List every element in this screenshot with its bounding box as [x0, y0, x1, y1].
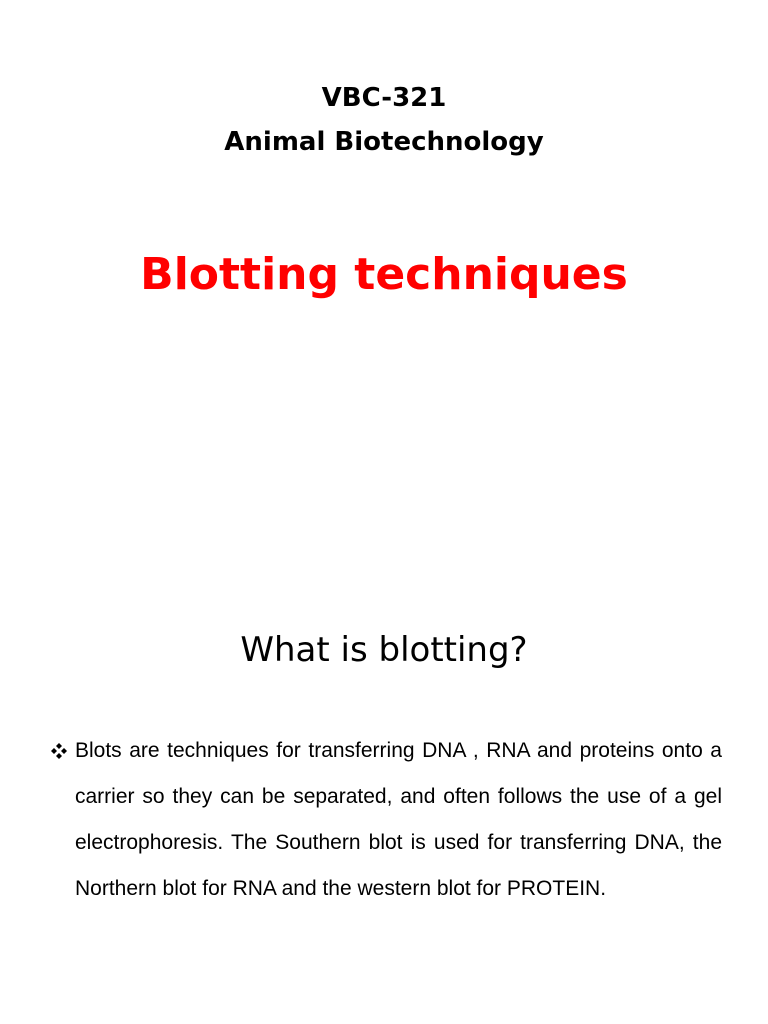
- slide-title: Blotting techniques: [140, 249, 628, 300]
- course-info: [0, 76, 768, 164]
- definition-slide: [0, 512, 768, 1024]
- course-code: VBC-321: [321, 83, 447, 113]
- course-name: Animal Biotechnology: [224, 127, 544, 157]
- section-heading: What is blotting?: [240, 630, 528, 670]
- bullet-item: [48, 728, 722, 912]
- diamond-bullet-icon: [48, 728, 70, 774]
- bullet-text: Blots are techniques for transferring DNA , RNA and proteins onto a carrier so they can be separated, and often follows the use of a gel electrophoresis. The Southern blot is used for transferring DNA, the Northern blot for RNA and the western blot for PROTEIN.: [75, 739, 722, 900]
